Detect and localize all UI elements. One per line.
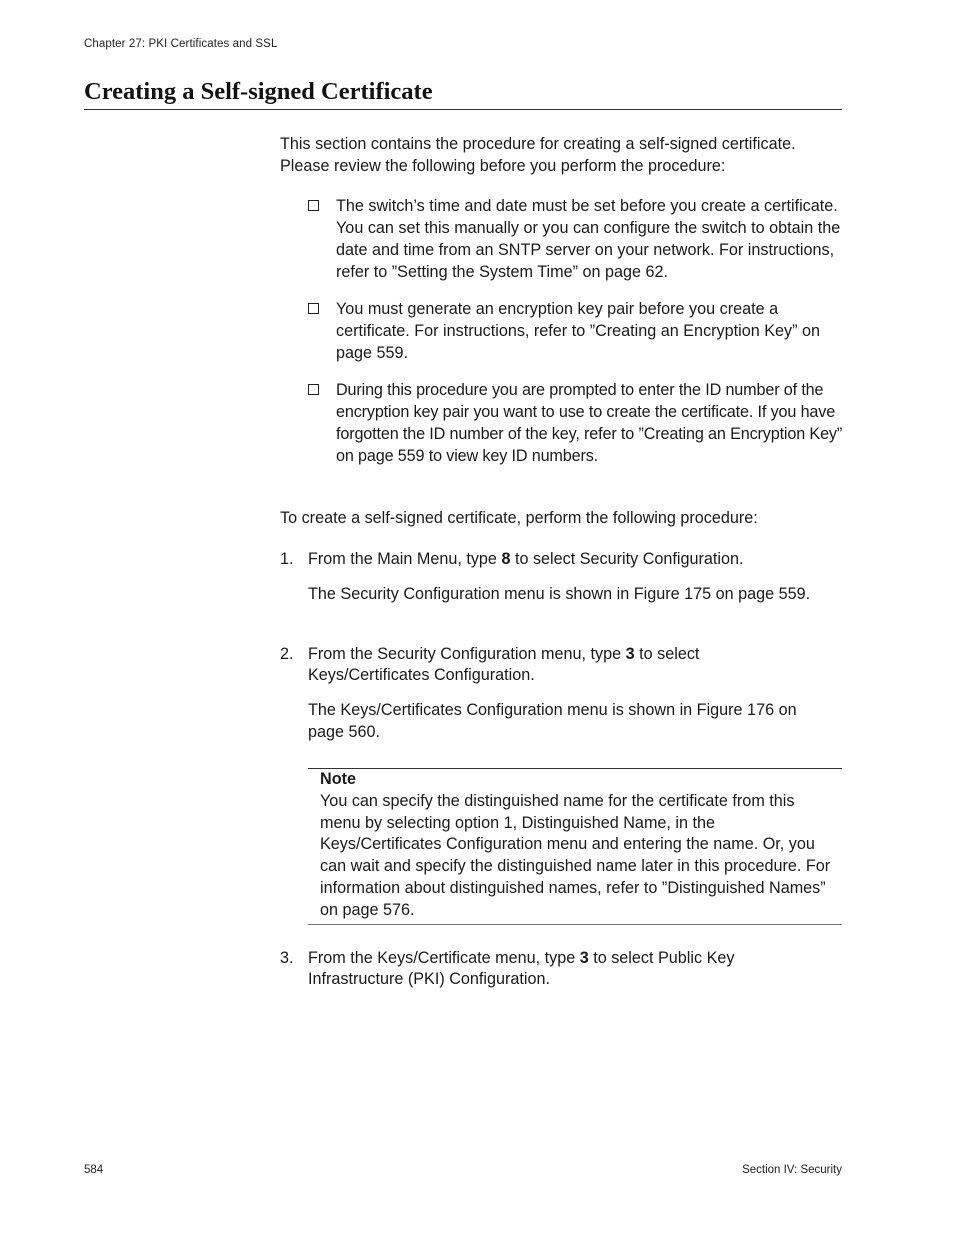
- step-key: 3: [579, 949, 589, 967]
- page-number: 584: [84, 1164, 104, 1176]
- list-item-text: During this procedure you are prompted to enter the ID number of the encryption key pair you want to use to create the certificate. If you have forgotten the ID number of the key, refer to ”Creating an Encryption Key” on page 559 to view key ID numbers.: [336, 381, 843, 465]
- running-head: Chapter 27: PKI Certificates and SSL: [84, 38, 278, 50]
- step-text-after: to select Security Configuration.: [510, 550, 744, 568]
- checkbox-bullet-icon: [308, 384, 319, 395]
- step-text-after: to select Public Key Infrastructure (PKI) Configuration.: [308, 949, 735, 988]
- step-number: 2.: [280, 645, 294, 663]
- procedure-intro: To create a self-signed certificate, perform the following procedure:: [280, 509, 758, 527]
- list-item: [308, 195, 848, 283]
- step-2-note: The Keys/Certificates Configuration menu is shown in Figure 176 on page 560.: [308, 701, 797, 741]
- step-text-before: From the Keys/Certificate menu, type: [308, 949, 580, 967]
- prerequisite-list: [308, 195, 848, 482]
- step-text-before: From the Security Configuration menu, type: [308, 645, 626, 663]
- step-number: 3.: [280, 949, 294, 967]
- checkbox-bullet-icon: [308, 200, 319, 211]
- step-number: 1.: [280, 550, 294, 568]
- step-text: [308, 644, 748, 685]
- checkbox-bullet-icon: [308, 303, 319, 314]
- list-item-text: The switch’s time and date must be set before you create a certificate. You can set this manually or you can configure the switch to obtain the date and time from an SNTP server on your network. For instructions, refer to ”Setting the System Time” on page 62.: [336, 197, 841, 281]
- step-text-after: to select Keys/Certificates Configuration.: [308, 645, 700, 684]
- intro-paragraph: This section contains the procedure for creating a self-signed certificate. Please review the following before you perform the procedure:: [280, 135, 796, 175]
- page-title: Creating a Self-signed Certificate: [84, 76, 842, 110]
- list-item-text: You must generate an encryption key pair before you create a certificate. For instructions, refer to ”Creating an Encryption Key” on page 559.: [336, 300, 821, 362]
- note-heading: Note: [320, 770, 356, 788]
- footer-section: Section IV: Security: [742, 1164, 842, 1176]
- list-item: [308, 298, 848, 364]
- step-text: [308, 549, 788, 570]
- note-box: [308, 768, 842, 925]
- step-text-before: From the Main Menu, type: [308, 550, 502, 568]
- step-key: 8: [501, 550, 511, 568]
- step-key: 3: [625, 645, 635, 663]
- note-text: You can specify the distinguished name for the certificate from this menu by selecting option 1, Distinguished Name, in the Keys/Certificates Configuration menu and entering the name. Or, you can wait and specify the distinguished name later in this procedure. For information about distinguished names, refer to ”Distinguished Names” on page 576.: [320, 791, 831, 919]
- step-text: [308, 948, 778, 989]
- step-1-note: The Security Configuration menu is shown in Figure 175 on page 559.: [308, 585, 811, 603]
- list-item: [308, 379, 848, 467]
